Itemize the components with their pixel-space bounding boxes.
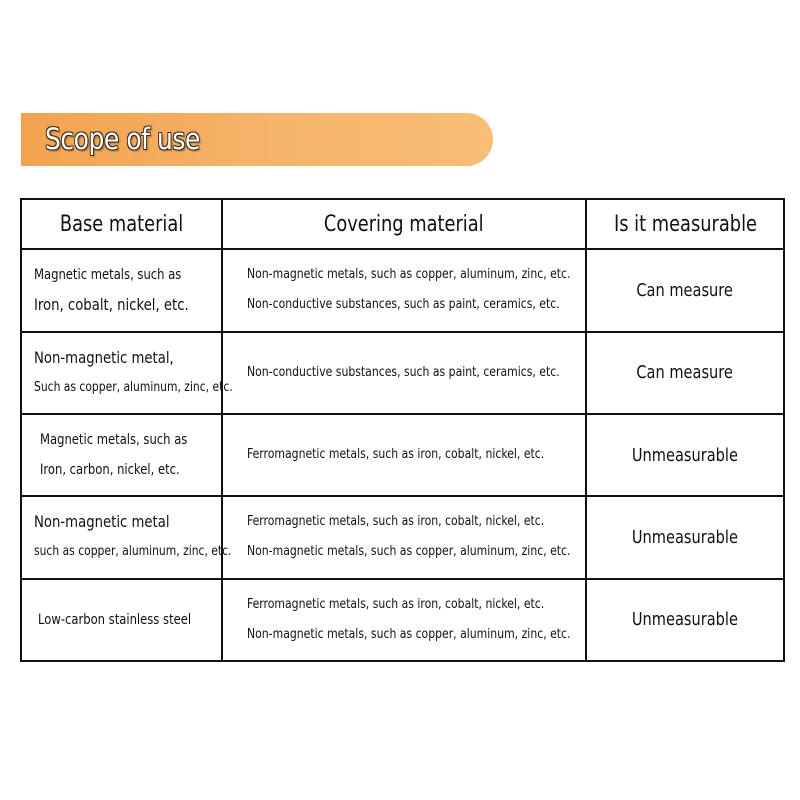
base-material-cell: Low-carbon stainless steel	[21, 579, 222, 661]
table-row	[21, 332, 784, 414]
header-base-material: Base material	[21, 199, 222, 249]
base-material-cell: Magnetic metals, such as Iron, cobalt, nickel, etc.	[21, 249, 222, 331]
measurable-cell: Unmeasurable	[586, 496, 784, 578]
covering-material-cell: Non-magnetic metals, such as copper, aluminum, zinc, etc. Non-conductive substances, such as paint, ceramics, etc.	[222, 249, 586, 331]
table-row	[21, 496, 784, 578]
header-covering-material: Covering material	[222, 199, 586, 249]
covering-material-cell: Ferromagnetic metals, such as iron, cobalt, nickel, etc.	[222, 414, 586, 496]
base-material-cell: Magnetic metals, such as Iron, carbon, nickel, etc.	[21, 414, 222, 496]
measurable-cell: Unmeasurable	[586, 414, 784, 496]
measurable-cell: Unmeasurable	[586, 579, 784, 661]
table-row	[21, 414, 784, 496]
table-header-row	[21, 199, 784, 249]
base-material-cell: Non-magnetic metal such as copper, aluminum, zinc, etc.	[21, 496, 222, 578]
covering-material-cell: Ferromagnetic metals, such as iron, cobalt, nickel, etc. Non-magnetic metals, such as copper, aluminum, zinc, etc.	[222, 579, 586, 661]
section-title: Scope of use	[45, 122, 200, 156]
base-material-cell: Non-magnetic metal, Such as copper, aluminum, zinc, etc.	[21, 332, 222, 414]
header-is-measurable: Is it measurable	[586, 199, 784, 249]
covering-material-cell: Ferromagnetic metals, such as iron, cobalt, nickel, etc. Non-magnetic metals, such as copper, aluminum, zinc, etc.	[222, 496, 586, 578]
measurable-cell: Can measure	[586, 249, 784, 331]
scope-table	[20, 198, 785, 662]
measurable-cell: Can measure	[586, 332, 784, 414]
table-row	[21, 579, 784, 661]
section-banner	[21, 113, 493, 166]
table-row	[21, 249, 784, 331]
covering-material-cell: Non-conductive substances, such as paint, ceramics, etc.	[222, 332, 586, 414]
